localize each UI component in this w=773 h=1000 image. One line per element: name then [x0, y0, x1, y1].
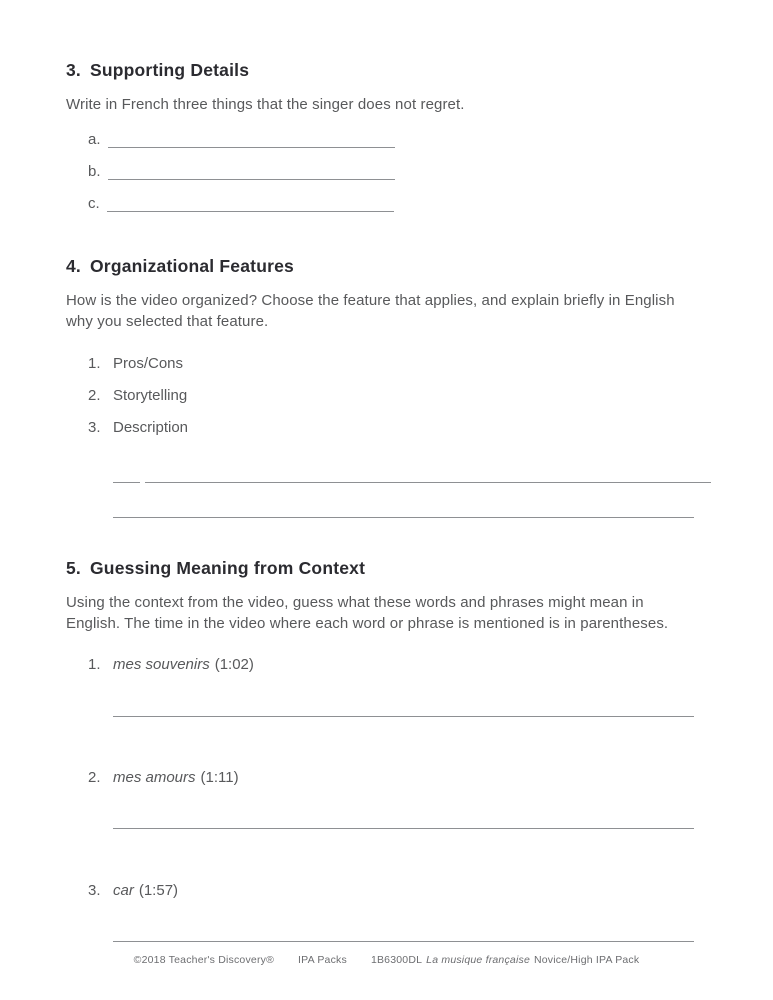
- answer-blank-row: [88, 126, 700, 148]
- feature-option: [88, 419, 700, 437]
- worksheet-content: [66, 60, 700, 942]
- vocab-item: [88, 769, 700, 829]
- footer-product-code: 1B6300DL: [370, 954, 423, 966]
- section-organizational-features: [66, 256, 700, 518]
- blank-label: c.: [88, 194, 100, 212]
- lettered-answer-blanks: [88, 126, 700, 212]
- section-number: 3.: [66, 60, 81, 80]
- blank-label: b.: [88, 162, 101, 180]
- feature-option: [88, 355, 700, 373]
- option-label: Pros/Cons: [113, 354, 184, 372]
- answer-line: [108, 159, 395, 180]
- section-title: Supporting Details: [90, 60, 250, 80]
- section-instructions: Using the context from the video, guess what these words and phrases might mean in English. The time in the video where each word or phrase is mentioned is in parentheses.: [66, 593, 669, 632]
- option-label: Storytelling: [113, 386, 188, 404]
- vocab-item-head: [88, 882, 700, 900]
- vocab-timestamp: (1:11): [200, 768, 239, 786]
- section-heading: [66, 256, 700, 277]
- answer-blank-row: [88, 158, 700, 180]
- section-guessing-meaning: [66, 558, 700, 942]
- answer-line: [107, 191, 394, 212]
- section-title: Guessing Meaning from Context: [90, 557, 366, 578]
- section-heading: [66, 60, 700, 81]
- option-number: 2.: [88, 386, 101, 404]
- answer-blank-row: [88, 190, 700, 212]
- answer-line-short-segment: [113, 470, 140, 483]
- vocab-item: [88, 656, 700, 717]
- section-number: 5.: [66, 557, 81, 578]
- answer-line: [113, 940, 694, 942]
- vocab-item-list: [88, 656, 700, 942]
- answer-line-row: [113, 471, 700, 483]
- vocab-timestamp: (1:02): [214, 655, 254, 673]
- footer-product-title: La musique française: [426, 954, 530, 966]
- vocab-item-head: [88, 656, 700, 674]
- feature-option-list: [88, 355, 700, 437]
- page-footer: [0, 954, 773, 966]
- section-instructions: How is the video organized? Choose the feature that applies, and explain briefly in English why you selected that feature.: [66, 291, 675, 330]
- vocab-item-number: 1.: [88, 655, 101, 673]
- footer-series: IPA Packs: [298, 954, 347, 966]
- answer-line: [108, 127, 395, 148]
- option-number: 1.: [88, 354, 101, 372]
- vocab-phrase: mes amours: [113, 768, 196, 786]
- vocab-phrase: mes souvenirs: [113, 655, 210, 673]
- vocab-item-head: [88, 769, 700, 787]
- vocab-timestamp: (1:57): [138, 881, 179, 899]
- option-label: Description: [113, 418, 189, 436]
- explanation-answer-lines: [113, 471, 700, 518]
- blank-label: a.: [88, 130, 101, 148]
- section-title: Organizational Features: [90, 255, 294, 276]
- answer-line: [113, 827, 694, 829]
- section-supporting-details: [66, 60, 700, 212]
- answer-line: [113, 715, 694, 717]
- vocab-item: [88, 882, 700, 942]
- answer-line: [113, 516, 694, 518]
- footer-product: [371, 954, 639, 966]
- footer-product-suffix: Novice/High IPA Pack: [533, 954, 640, 966]
- option-number: 3.: [88, 418, 101, 436]
- section-number: 4.: [66, 255, 81, 276]
- answer-line: [145, 470, 711, 483]
- vocab-item-number: 2.: [88, 768, 101, 786]
- vocab-phrase: car: [113, 881, 134, 899]
- vocab-item-number: 3.: [88, 881, 101, 899]
- section-heading: [66, 558, 700, 579]
- feature-option: [88, 387, 700, 405]
- footer-copyright: ©2018 Teacher's Discovery®: [133, 954, 275, 966]
- section-instructions: Write in French three things that the singer does not regret.: [66, 96, 465, 113]
